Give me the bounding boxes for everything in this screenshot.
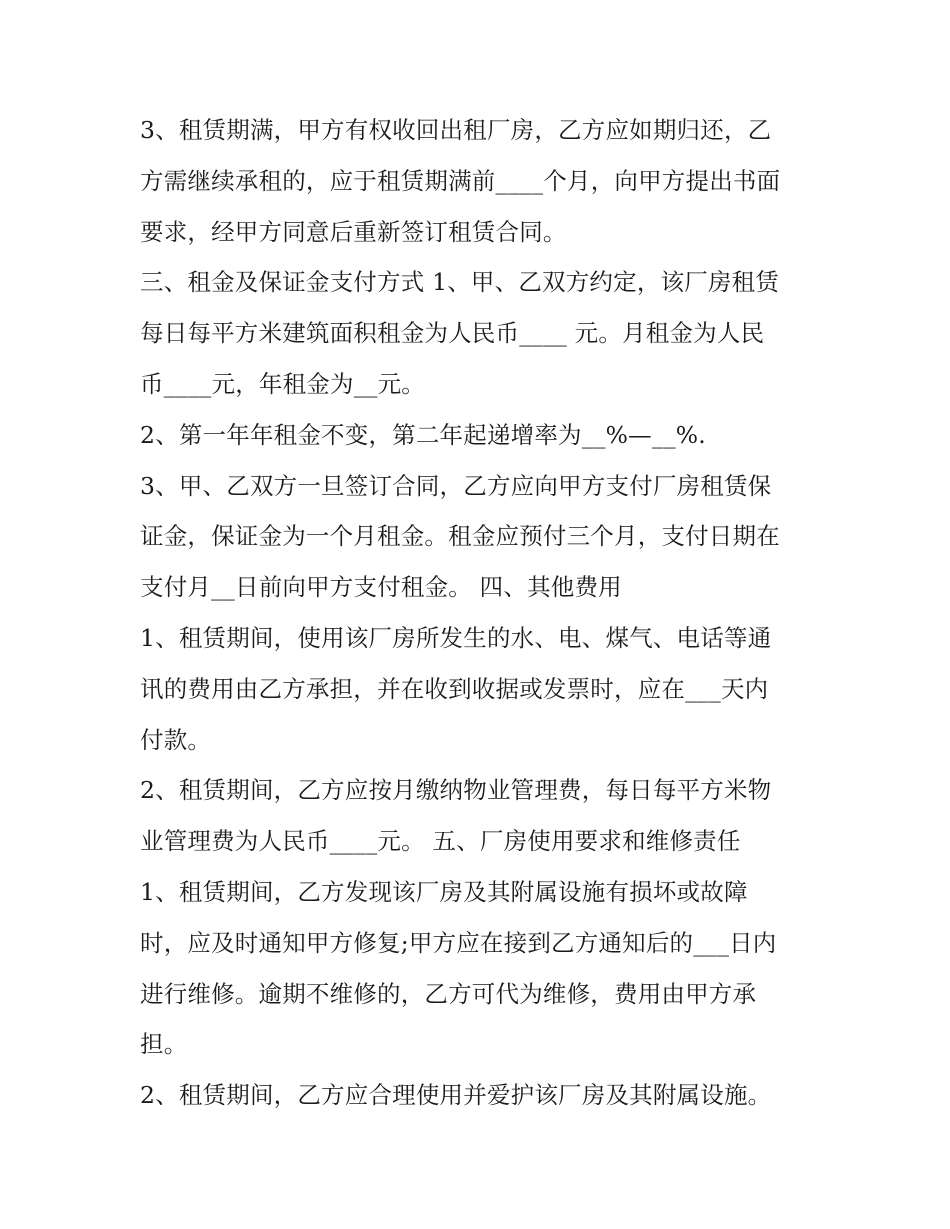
text-line: 方需继续承租的，应于租赁期满前____个月，向甲方提出书面	[140, 166, 781, 195]
text-line: 支付月__日前向甲方支付租金。 四、其他费用	[140, 573, 622, 602]
paragraph-rent-increase	[140, 410, 820, 461]
text-line: 1、租赁期间，使用该厂房所发生的水、电、煤气、电话等通	[140, 623, 772, 652]
text-line: 币____元，年租金为__元。	[140, 369, 425, 398]
paragraph-proper-use	[140, 1070, 820, 1121]
text-line: 每日每平方米建筑面积租金为人民币____ 元。月租金为人民	[140, 319, 765, 348]
text-line: 2、租赁期间，乙方应按月缴纳物业管理费，每日每平方米物	[140, 776, 772, 805]
text-line: 3、甲、乙双方一旦签订合同，乙方应向甲方支付厂房租赁保	[140, 471, 772, 500]
text-line: 担。	[140, 1030, 188, 1059]
document-body	[140, 105, 820, 1121]
text-line: 2、租赁期间，乙方应合理使用并爱护该厂房及其附属设施。	[140, 1081, 772, 1110]
text-line: 讯的费用由乙方承担，并在收到收据或发票时，应在___天内	[140, 674, 769, 703]
text-line: 三、租金及保证金支付方式 1、甲、乙双方约定，该厂房租赁	[140, 268, 780, 297]
paragraph-repairs	[140, 867, 820, 1070]
paragraph-utilities	[140, 613, 820, 765]
paragraph-rent-deposit	[140, 257, 820, 409]
text-line: 业管理费为人民币____元。 五、厂房使用要求和维修责任	[140, 827, 741, 856]
paragraph-deposit-payment	[140, 461, 820, 613]
text-line: 付款。	[140, 725, 212, 754]
text-line: 要求，经甲方同意后重新签订租赁合同。	[140, 217, 567, 246]
text-line: 1、租赁期间，乙方发现该厂房及其附属设施有损坏或故障	[140, 877, 748, 906]
text-line: 3、租赁期满，甲方有权收回出租厂房，乙方应如期归还，乙	[140, 116, 772, 144]
paragraph-lease-expiry	[140, 105, 820, 257]
text-line: 时，应及时通知甲方修复;甲方应在接到乙方通知后的___日内	[140, 928, 777, 957]
text-line: 进行维修。逾期不维修的，乙方可代为维修，费用由甲方承	[140, 979, 757, 1008]
text-line: 2、第一年年租金不变，第二年起递增率为__%—__%.	[140, 420, 706, 449]
text-line: 证金，保证金为一个月租金。租金应预付三个月，支付日期在	[140, 522, 780, 551]
paragraph-property-fee	[140, 765, 820, 867]
